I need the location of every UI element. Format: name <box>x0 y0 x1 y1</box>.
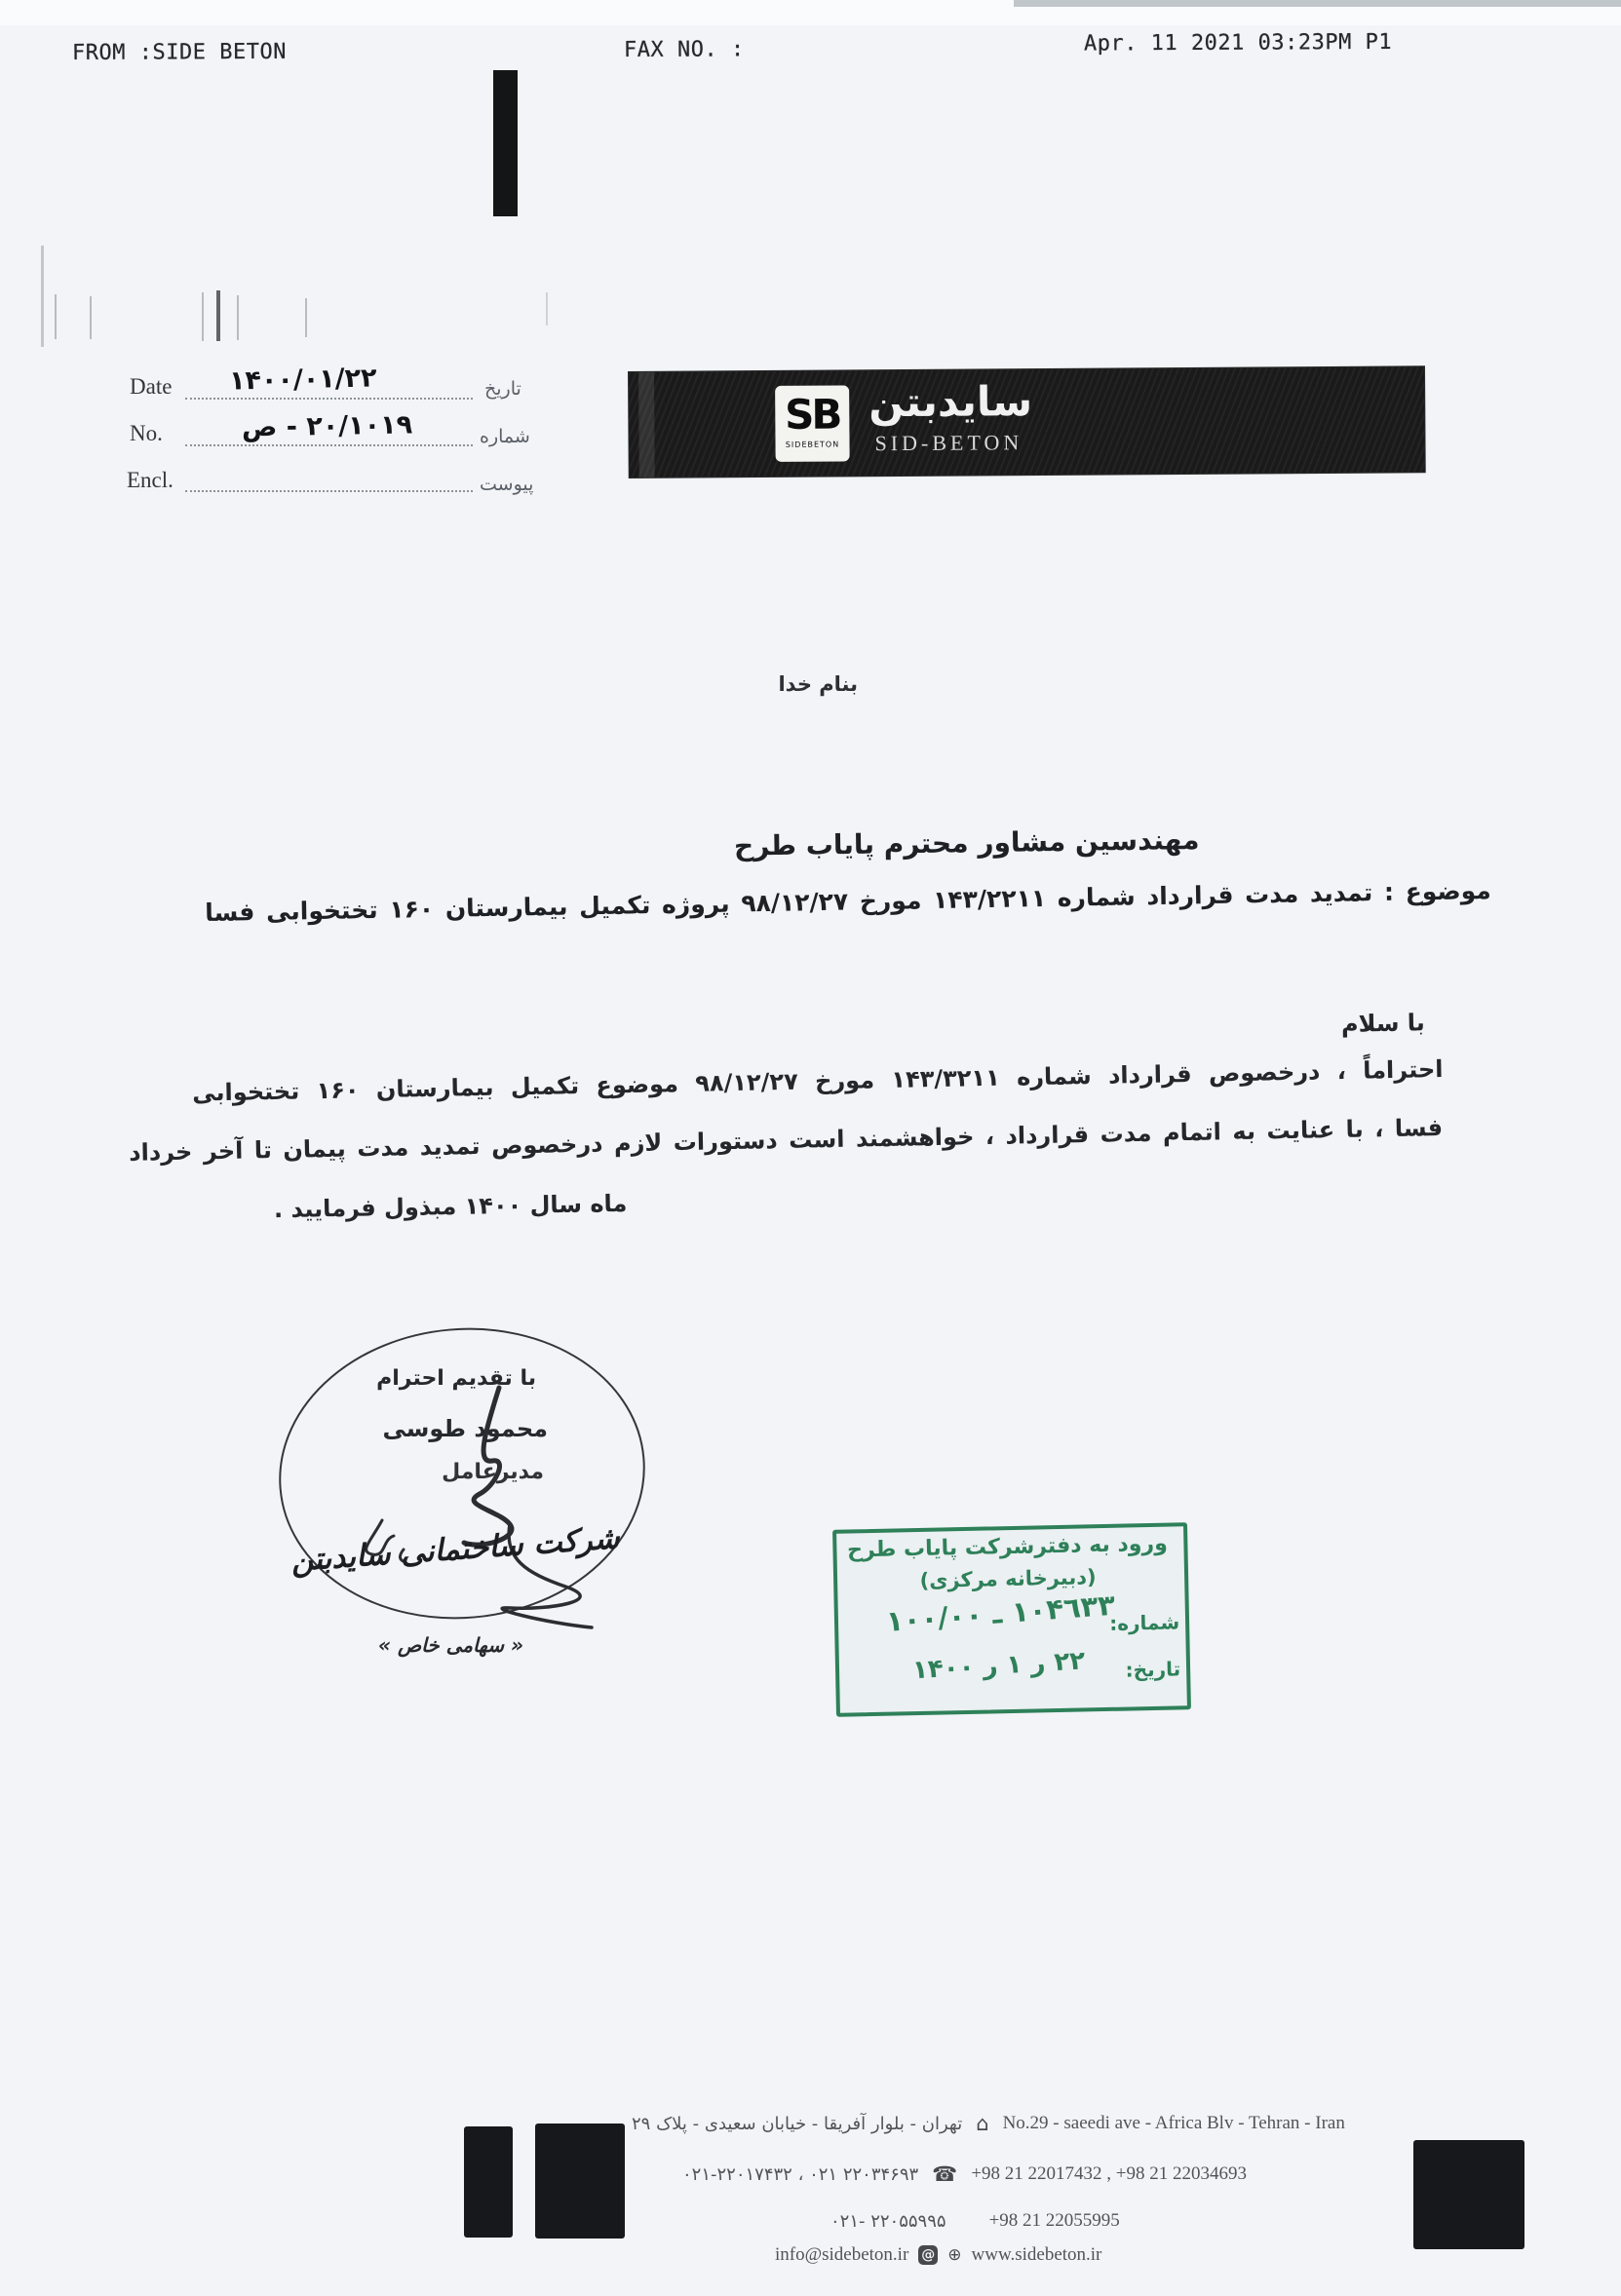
email-icon: @ <box>918 2245 938 2265</box>
company-banner <box>629 366 1425 478</box>
body-line-2: فسا ، با عنایت به اتمام مدت قرارداد ، خواهشمند است دستورات لازم درخصوص تمدید مدت پیمان تا آخر خرداد <box>128 1114 1444 1167</box>
stamp-number-label: شماره: <box>1108 1610 1180 1635</box>
encl-label-fa: پیوست <box>480 474 534 495</box>
scan-artifact <box>55 294 57 339</box>
address-fa: تهران - بلوار آفریقا - خیابان سعیدی - پلاک ۲۹ <box>632 2113 963 2134</box>
no-label-en: No. <box>130 421 163 445</box>
logo-caption: SIDEBETON <box>785 440 840 449</box>
stamp-subtitle: (دبیرخانه مرکزی) <box>919 1565 1097 1592</box>
signatory-title: مدیرعامل <box>442 1460 544 1484</box>
no-dotted-line <box>185 444 473 446</box>
footer-fax-line <box>830 2210 1120 2232</box>
signatory-name: محمود طوسی <box>382 1415 548 1442</box>
scan-artifact <box>41 246 44 347</box>
scan-artifact <box>90 296 92 339</box>
scan-artifact <box>638 372 655 478</box>
scan-artifact <box>237 295 239 340</box>
stamp-title: ورود به دفترشرکت پایاب طرح <box>846 1531 1169 1563</box>
stamp-date-label: تاریخ: <box>1125 1657 1181 1682</box>
fax-transmission-header <box>0 31 1621 79</box>
phones-en: +98 21 22017432 , +98 21 22034693 <box>971 2163 1248 2184</box>
scan-artifact <box>546 292 548 325</box>
company-name-handwritten: شرکت ساختمانی سایدبتن <box>289 1520 621 1579</box>
date-label-fa: تاریخ <box>484 378 521 400</box>
website-text: www.sidebeton.ir <box>971 2244 1102 2265</box>
scan-edge-artifact <box>1014 0 1621 7</box>
no-value-handwritten: ۲۰/۱۰۱۹ - ص <box>241 409 413 443</box>
scan-black-block-left-narrow <box>464 2126 513 2238</box>
scan-artifact <box>305 298 307 337</box>
fax-fa: ۰۲۱- ۲۲۰۵۵۹۹۵ <box>830 2210 946 2232</box>
bismillah-text: بنام خدا <box>778 672 858 696</box>
company-logo <box>775 385 850 462</box>
company-name-en: SID-BETON <box>874 430 1023 456</box>
recipient-line: مهندسین مشاور محترم پایاب طرح <box>733 823 1200 862</box>
scan-black-bar-top <box>493 70 518 216</box>
logo-mark: SB <box>784 390 840 439</box>
globe-icon: ⊕ <box>947 2244 962 2265</box>
body-line-1: احتراماً ، درخصوص قرارداد شماره ۱۴۳/۳۲۱۱ مورخ ۹۸/۱۲/۲۷ موضوع تکمیل بیمارستان ۱۶۰ تختخوابی <box>191 1055 1444 1107</box>
stamp-number-value: ۱۰۴٦۳۳ ـ ۱۰۰/۰۰ <box>884 1588 1116 1638</box>
subject-line: موضوع : تمدید مدت قرارداد شماره ۱۴۳/۲۲۱۱ مورخ ۹۸/۱۲/۲۷ پروژه تکمیل بیمارستان ۱۶۰ تختخوابی فسا <box>205 876 1492 928</box>
stamp-date-value: ۲۲ ر ۱ ر ۱۴۰۰ <box>911 1646 1086 1686</box>
encl-dotted-line <box>185 490 473 492</box>
received-stamp <box>832 1522 1191 1717</box>
footer-web-line <box>775 2244 1101 2266</box>
fax-number-label: FAX NO. : <box>623 37 745 63</box>
phone-icon: ☎ <box>932 2162 958 2186</box>
scan-black-block-right <box>1413 2140 1525 2249</box>
phones-fa: ۰۲۱-۲۲۰۱۷۴۳۲ ، ۰۲۱ ۲۲۰۳۴۶۹۳ <box>682 2163 919 2185</box>
scan-black-block-left-wide <box>535 2124 625 2239</box>
salutation: با سلام <box>1340 1009 1426 1038</box>
date-dotted-line <box>185 398 473 400</box>
scan-artifact <box>202 292 204 341</box>
fax-from-text: FROM :SIDE BETON <box>71 39 287 65</box>
date-label-en: Date <box>130 374 173 399</box>
company-name-fa: سایدبتن <box>868 377 1033 427</box>
footer-phone-line <box>682 2163 1247 2185</box>
no-label-fa: شماره <box>480 426 530 447</box>
signature-regards: با تقدیم احترام <box>376 1366 536 1391</box>
email-text: info@sidebeton.ir <box>775 2244 909 2265</box>
house-icon: ⌂ <box>976 2111 989 2135</box>
scan-artifact <box>216 290 220 341</box>
address-en: No.29 - saeedi ave - Africa Blv - Tehran - Iran <box>1002 2113 1345 2133</box>
date-value-handwritten: ۱۴۰۰/۰۱/۲۲ <box>228 363 377 397</box>
fax-timestamp: Apr. 11 2021 03:23PM P1 <box>1083 29 1393 57</box>
footer-address-line <box>632 2113 1345 2134</box>
body-line-3: ماه سال ۱۴۰۰ مبذول فرمایید . <box>273 1189 628 1224</box>
fax-en: +98 21 22055995 <box>988 2210 1120 2231</box>
encl-label-en: Encl. <box>127 468 174 492</box>
company-type-handwritten: « سهامی خاص » <box>378 1633 523 1657</box>
